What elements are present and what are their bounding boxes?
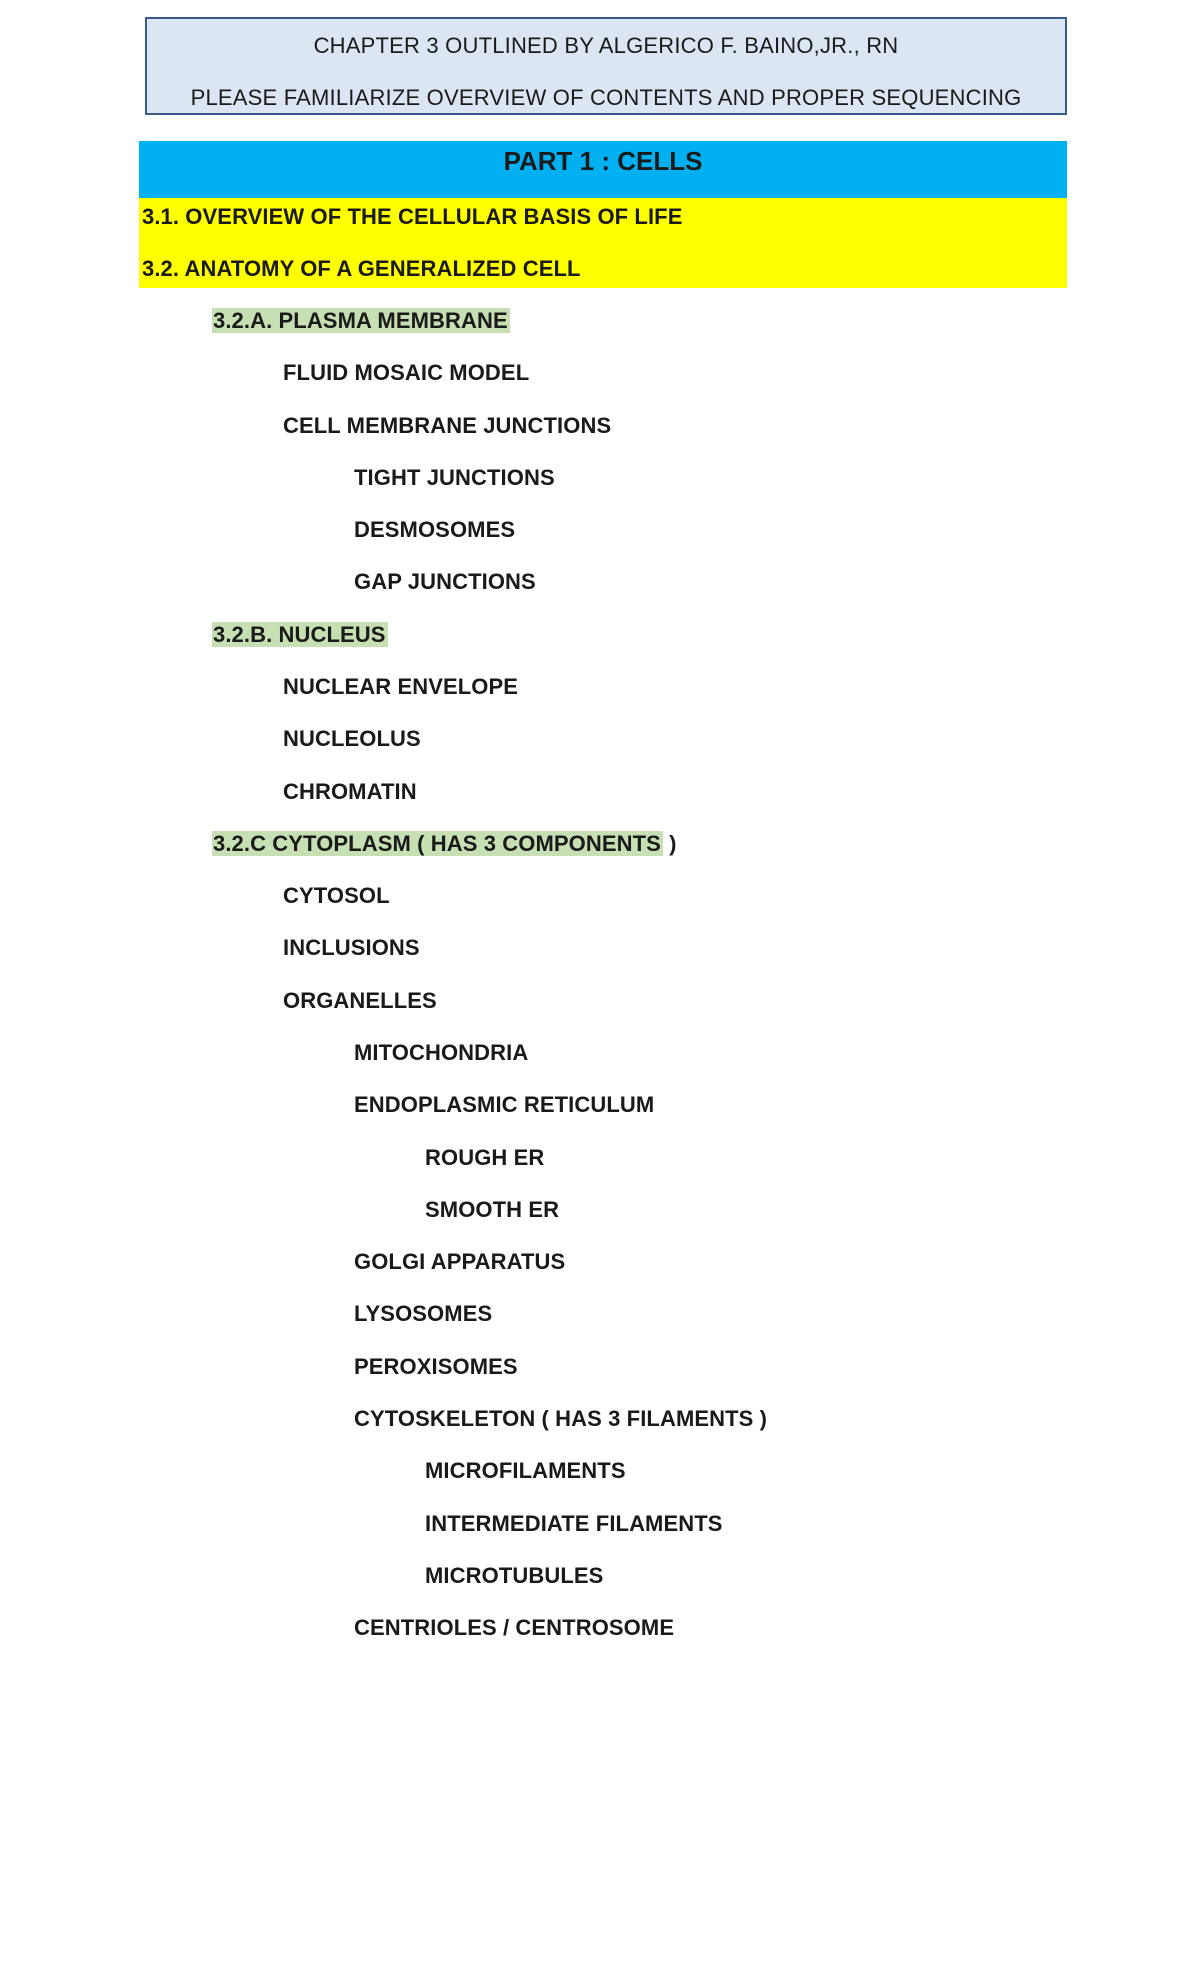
item-microtubules: MICROTUBULES [425, 1563, 604, 1588]
item-tight-junctions: TIGHT JUNCTIONS [354, 465, 555, 490]
header-title: CHAPTER 3 OUTLINED BY ALGERICO F. BAINO,JR., RN [313, 33, 899, 58]
subsection-cytoplasm-label: 3.2.C CYTOPLASM ( HAS 3 COMPONENTS [213, 831, 661, 856]
section-3-2: 3.2. ANATOMY OF A GENERALIZED CELL [142, 256, 581, 281]
item-mitochondria: MITOCHONDRIA [354, 1040, 529, 1065]
item-chromatin: CHROMATIN [283, 779, 417, 804]
item-cell-membrane-junctions: CELL MEMBRANE JUNCTIONS [283, 413, 612, 438]
item-endoplasmic-reticulum: ENDOPLASMIC RETICULUM [354, 1092, 655, 1117]
part-title: PART 1 : CELLS [139, 141, 1067, 198]
item-nuclear-envelope: NUCLEAR ENVELOPE [283, 674, 519, 699]
document-header [145, 17, 1067, 115]
subsection-nucleus-label: 3.2.B. NUCLEUS [213, 622, 386, 647]
item-organelles: ORGANELLES [283, 988, 437, 1013]
subsection-plasma-membrane-label: 3.2.A. PLASMA MEMBRANE [213, 308, 508, 333]
item-rough-er: ROUGH ER [425, 1145, 545, 1170]
item-inclusions: INCLUSIONS [283, 935, 420, 960]
item-lysosomes: LYSOSOMES [354, 1301, 493, 1326]
item-cytoskeleton: CYTOSKELETON ( HAS 3 FILAMENTS ) [354, 1406, 768, 1431]
section-3-1: 3.1. OVERVIEW OF THE CELLULAR BASIS OF LIFE [142, 204, 683, 229]
item-desmosomes: DESMOSOMES [354, 517, 516, 542]
item-golgi-apparatus: GOLGI APPARATUS [354, 1249, 566, 1274]
item-fluid-mosaic-model: FLUID MOSAIC MODEL [283, 360, 530, 385]
item-gap-junctions: GAP JUNCTIONS [354, 569, 536, 594]
subsection-cytoplasm-suffix: ) [662, 831, 677, 856]
item-nucleolus: NUCLEOLUS [283, 726, 421, 751]
subsection-plasma-membrane [212, 306, 510, 336]
item-cytosol: CYTOSOL [283, 883, 390, 908]
header-instruction: PLEASE FAMILIARIZE OVERVIEW OF CONTENTS AND PROPER SEQUENCING [190, 85, 1022, 110]
item-smooth-er: SMOOTH ER [425, 1197, 560, 1222]
item-centrioles-centrosome: CENTRIOLES / CENTROSOME [354, 1615, 675, 1640]
item-peroxisomes: PEROXISOMES [354, 1354, 518, 1379]
item-microfilaments: MICROFILAMENTS [425, 1458, 626, 1483]
subsection-nucleus [212, 620, 388, 650]
item-intermediate-filaments: INTERMEDIATE FILAMENTS [425, 1511, 723, 1536]
subsection-cytoplasm [212, 829, 677, 859]
